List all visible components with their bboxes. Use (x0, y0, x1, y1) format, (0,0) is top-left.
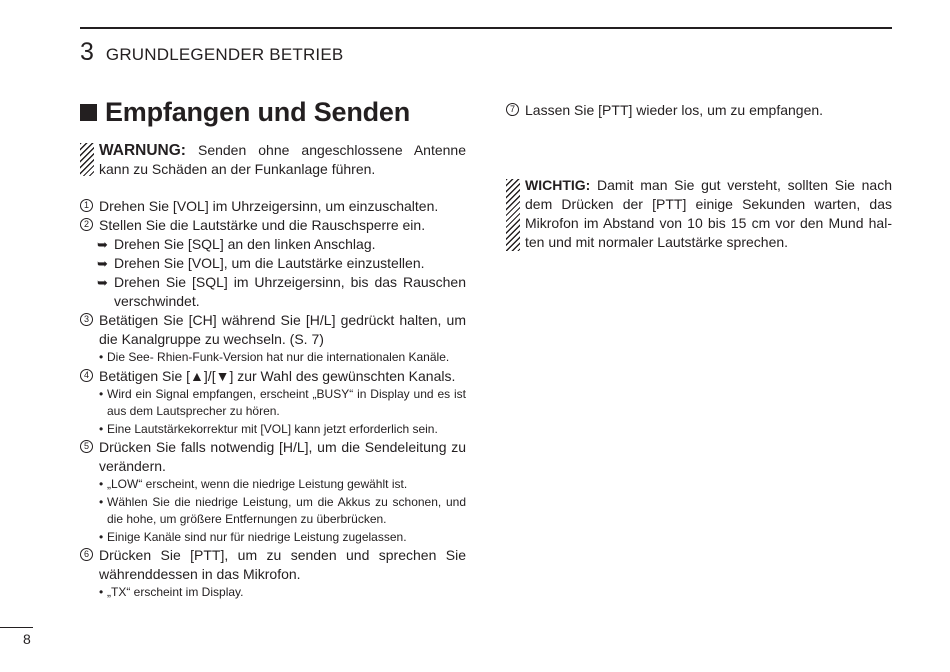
step-4 (80, 367, 466, 386)
square-bullet-icon (80, 104, 97, 121)
important-label: WICHTIG: (525, 177, 591, 193)
chapter-header (80, 38, 343, 68)
step-text: Lassen Sie [PTT] wieder los, um zu empfangen. (525, 102, 824, 118)
note (80, 349, 466, 367)
step-text: Drücken Sie [PTT], um zu senden und sprechen Sie währenddessen in das Mikrofon. (99, 547, 466, 582)
note-text: „LOW“ erscheint, wenn die niedrige Leistung gewählt ist. (107, 477, 408, 491)
note-text: Eine Lautstärkekorrektur mit [VOL] kann jetzt erforderlich sein. (107, 421, 438, 436)
step-7 (506, 101, 892, 120)
right-column (506, 101, 892, 252)
step-text: Drücken Sie falls notwendig [H/L], um die Sendeleitung zu verändern. (99, 439, 466, 474)
warning-box (80, 141, 466, 179)
note (80, 476, 466, 494)
step-text: Stellen Sie die Lautstärke und die Rauschsperre ein. (99, 217, 426, 233)
chapter-number: 3 (80, 38, 94, 66)
circled-number: 1 (80, 199, 93, 212)
important-text: Damit man Sie gut versteht, sollten Sie nach dem Drücken der [PTT] einige Sekunden warten, das Mikrofon im Abstand von 10 bis 15 cm vor den Mund halten und mit normaler Lautstärke sprechen. (525, 177, 892, 250)
step-2 (80, 216, 466, 235)
step-6 (80, 546, 466, 584)
bullet-icon: • (99, 529, 104, 544)
header-rule (80, 27, 892, 29)
bullet-icon: • (99, 350, 104, 364)
section-heading (80, 97, 410, 128)
step-1 (80, 197, 466, 216)
substep-text: Drehen Sie [SQL] an den linken Anschlag. (114, 236, 376, 252)
footer-rule (0, 627, 33, 628)
circled-number: 3 (80, 313, 93, 326)
bullet-icon: • (99, 585, 104, 599)
bullet-icon: • (99, 477, 104, 491)
step-text: Betätigen Sie [CH] während Sie [H/L] gedrückt halten, um die Kanalgruppe zu wechseln. (S. 7) (99, 312, 466, 347)
arrow-icon: ➥ (97, 237, 108, 252)
warning-label: WARNUNG: (99, 142, 186, 159)
note-text: Die See- Rhien-Funk-Version hat nur die internationalen Kanäle. (107, 350, 450, 364)
step-text: Betätigen Sie [▲]/[▼] zur Wahl des gewünschten Kanals. (99, 367, 456, 384)
note-text: Einige Kanäle sind nur für niedrige Leistung zugelassen. (107, 529, 407, 544)
note-text: Wird ein Signal empfangen, erscheint „BUSY“ in Display und es ist aus dem Lautsprecher zu hören. (107, 386, 466, 418)
important-box (506, 176, 892, 252)
bullet-icon: • (99, 494, 104, 509)
bullet-icon: • (99, 421, 104, 436)
section-title: Empfangen und Senden (105, 97, 411, 127)
arrow-icon: ➥ (97, 275, 108, 290)
page-number: 8 (23, 631, 31, 647)
note-text: „TX“ erscheint im Display. (107, 585, 244, 599)
note (80, 584, 466, 602)
note (80, 494, 466, 529)
substep (80, 254, 466, 273)
substep (80, 235, 466, 254)
substep-text: Drehen Sie [VOL], um die Lautstärke einzustellen. (114, 255, 425, 271)
warning-hatch-icon (80, 143, 94, 176)
note-text: Wählen Sie die niedrige Leistung, um die Akkus zu schonen, und die hohe, um größere Entfernungen zu überbrücken. (107, 494, 466, 526)
note (80, 421, 466, 439)
step-text: Drehen Sie [VOL] im Uhrzeigersinn, um einzuschalten. (99, 198, 439, 214)
substep-text: Drehen Sie [SQL] im Uhrzeigersinn, bis das Rauschen verschwindet. (114, 274, 466, 309)
circled-number: 4 (80, 369, 93, 382)
important-hatch-icon (506, 179, 520, 251)
substep (80, 273, 466, 311)
step-5 (80, 438, 466, 476)
circled-number: 2 (80, 218, 93, 231)
note (80, 529, 466, 547)
bullet-icon: • (99, 386, 104, 401)
chapter-title: GRUNDLEGENDER BETRIEB (105, 45, 344, 64)
warning-text: Senden ohne angeschlossene Antenne kann zu Schäden an der Funkanlage führen. (99, 142, 466, 177)
step-3 (80, 311, 466, 349)
circled-number: 7 (506, 103, 519, 116)
circled-number: 5 (80, 440, 93, 453)
circled-number: 6 (80, 548, 93, 561)
arrow-icon: ➥ (97, 256, 108, 271)
left-column (80, 141, 466, 602)
note (80, 386, 466, 421)
